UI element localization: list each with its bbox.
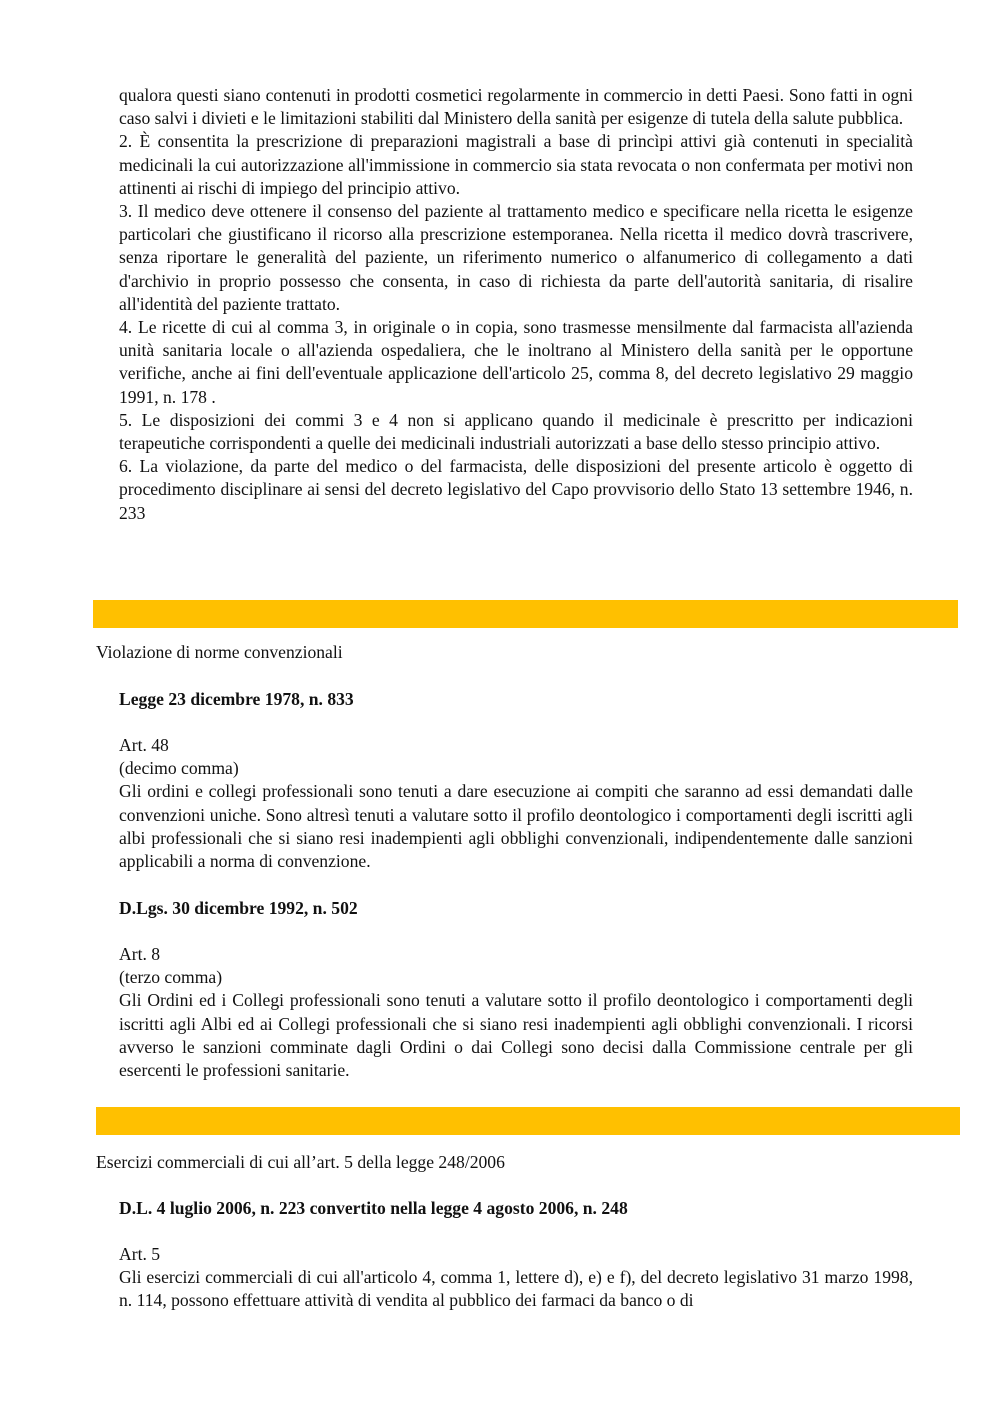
article-block — [119, 734, 913, 873]
article-text: Gli Ordini ed i Collegi professionali sono tenuti a valutare sotto il profilo deontologico i comportamenti degli iscritti agli Albi ed ai Collegi professionali che si siano resi inadempienti agli obblighi convenzionali. I ricorsi avverso le sanzioni comminate dagli Ordini o dai Collegi sono decisi dalla Commissione centrale per gli esercenti le professioni sanitarie. — [119, 990, 913, 1081]
section-divider-bar — [93, 600, 958, 628]
article-number: Art. 5 — [119, 1244, 161, 1264]
intro-paragraph: 5. Le disposizioni dei commi 3 e 4 non si applicano quando il medicinale è prescritto per indicazioni terapeutiche corrispondenti a quelle dei medicinali industriali autorizzati a base dello stesso principio attivo. — [119, 409, 913, 454]
law-title: D.Lgs. 30 dicembre 1992, n. 502 — [119, 898, 358, 918]
section-title: Esercizi commerciali di cui all’art. 5 della legge 248/2006 — [96, 1152, 505, 1172]
article-number: Art. 8 — [119, 944, 161, 964]
intro-paragraph: 2. È consentita la prescrizione di preparazioni magistrali a base di princìpi attivi già contenuti in specialità medicinali la cui autorizzazione all'immissione in commercio sia stata revocata o non confermata per motivi non attinenti ai rischi di impiego del principio attivo. — [119, 131, 913, 198]
intro-paragraph: qualora questi siano contenuti in prodotti cosmetici regolarmente in commercio in detti Paesi. Sono fatti in ogni caso salvi i divieti e le limitazioni stabiliti dal Ministero della sanità per esigenze di tutela della salute pubblica. — [119, 85, 913, 129]
article-number: Art. 48 — [119, 735, 169, 755]
intro-paragraph: 6. La violazione, da parte del medico o del farmacista, delle disposizioni del presente articolo è oggetto di procedimento disciplinare ai sensi del decreto legislativo del Capo provvisorio dello Stato 13 settembre 1946, n. 233 — [119, 456, 913, 523]
law-title: D.L. 4 luglio 2006, n. 223 convertito nella legge 4 agosto 2006, n. 248 — [119, 1198, 628, 1218]
article-text: Gli ordini e collegi professionali sono tenuti a dare esecuzione ai compiti che saranno ad essi demandati dalle convenzioni uniche. Sono altresì tenuti a valutare sotto il profilo deontologico i comportamenti degli iscritti agli albi professionali che si siano resi inadempienti agli obblighi convenzionali, indipendentemente dalle sanzioni applicabili a norma di convenzione. — [119, 781, 913, 872]
article-comma: (terzo comma) — [119, 967, 223, 988]
article-block — [119, 1243, 913, 1313]
article-block — [119, 943, 913, 1082]
intro-paragraph: 4. Le ricette di cui al comma 3, in originale o in copia, sono trasmesse mensilmente dal farmacista all'azienda unità sanitaria locale o all'azienda ospedaliera, che le inoltrano al Ministero della sanità per le opportune verifiche, anche ai fini dell'eventuale applicazione dell'articolo 25, comma 8, del decreto legislativo 29 maggio 1991, n. 178 . — [119, 317, 913, 407]
section-divider-bar — [96, 1107, 960, 1135]
intro-text — [119, 84, 913, 525]
section-title: Violazione di norme convenzionali — [96, 642, 343, 662]
intro-paragraph: 3. Il medico deve ottenere il consenso del paziente al trattamento medico e specificare nella ricetta le esigenze particolari che giustificano il ricorso alla prescrizione estemporanea. Nella ricetta il medico dovrà trascrivere, senza riportare le generalità del paziente, un riferimento numerico o alfanumerico di collegamento a dati d'archivio in proprio possesso che consenta, in caso di richiesta da parte dell'autorità sanitaria, di risalire all'identità del paziente trattato. — [119, 201, 913, 314]
article-comma: (decimo comma) — [119, 758, 239, 779]
law-title: Legge 23 dicembre 1978, n. 833 — [119, 689, 354, 709]
article-text: Gli esercizi commerciali di cui all'articolo 4, comma 1, lettere d), e) e f), del decreto legislativo 31 marzo 1998, n. 114, possono effettuare attività di vendita al pubblico dei farmaci da banco o di — [119, 1267, 913, 1311]
